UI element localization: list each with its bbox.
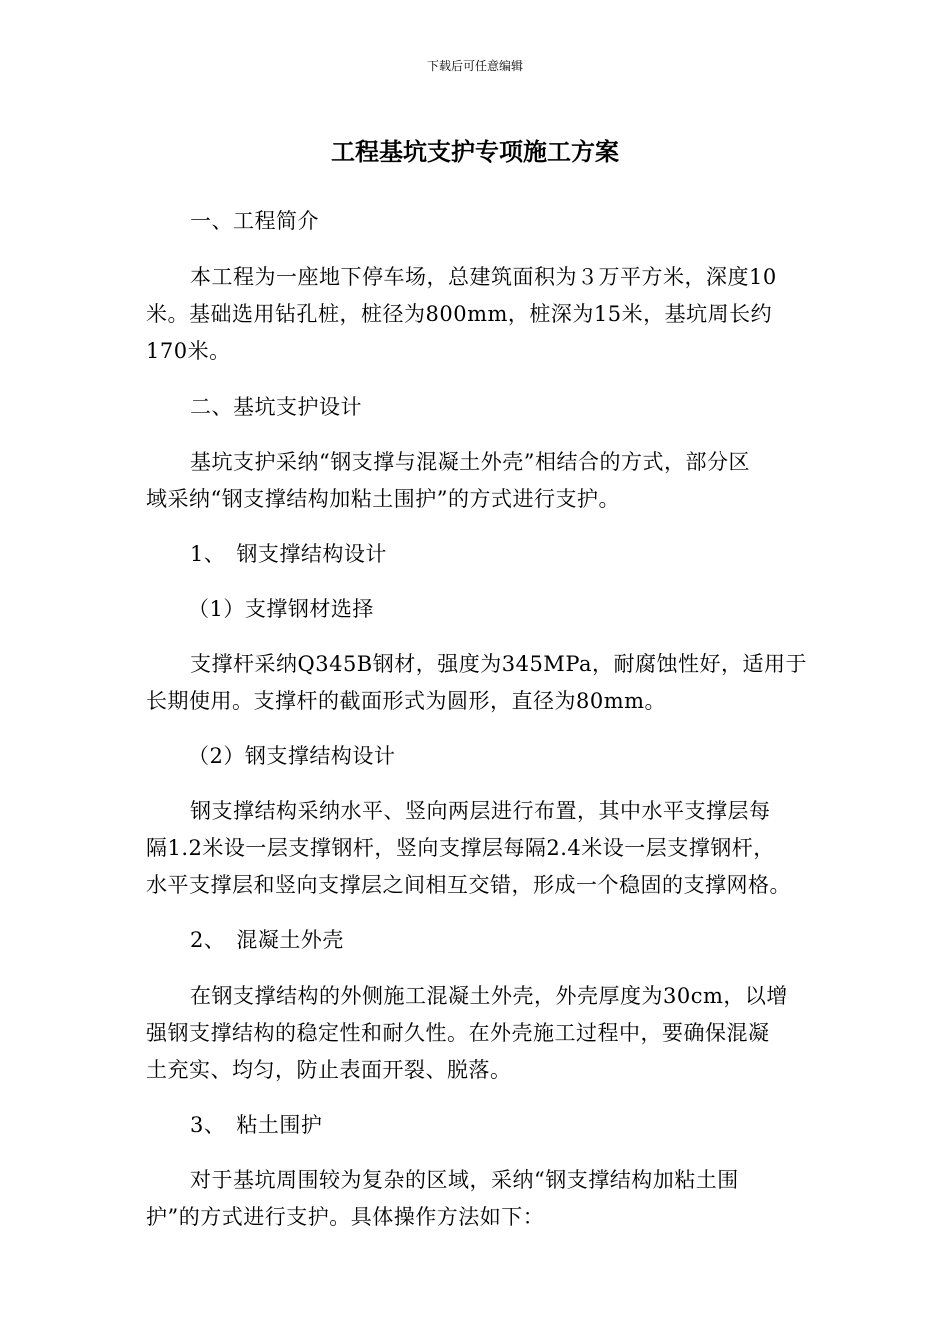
subsection-heading-concrete-shell: 2、 混凝土外壳 [190,928,344,952]
paragraph-line: 隔1.2米设一层支撑钢杆，竖向支撑层每隔2.4米设一层支撑钢杆， [146,836,775,860]
paragraph-line: 基坑支护采纳“钢支撑与混凝土外壳”相结合的方式，部分区 [190,450,750,474]
paragraph-line: 在钢支撑结构的外侧施工混凝土外壳，外壳厚度为30cm，以增 [190,984,788,1008]
subsection-heading-clay-retaining: 3、 粘土围护 [190,1113,323,1137]
document-title: 工程基坑支护专项施工方案 [331,138,619,166]
paragraph-line: 米。基础选用钻孔桩，桩径为800mm，桩深为15米，基坑周长约 [146,302,773,326]
paragraph-line: 长期使用。支撑杆的截面形式为圆形，直径为80mm。 [146,689,667,713]
section-heading-overview: 一、工程简介 [190,209,319,233]
paragraph-line: 钢支撑结构采纳水平、竖向两层进行布置，其中水平支撑层每 [190,799,771,823]
paragraph-line: 本工程为一座地下停车场，总建筑面积为３万平方米，深度10 [190,265,777,289]
item-heading-steel-structure: （2）钢支撑结构设计 [188,744,396,768]
paragraph-line: 对于基坑周围较为复杂的区域，采纳“钢支撑结构加粘土围 [190,1168,739,1192]
paragraph-line: 护”的方式进行支护。具体操作方法如下： [146,1205,545,1229]
paragraph-line: 水平支撑层和竖向支撑层之间相互交错，形成一个稳固的支撑网格。 [146,873,791,897]
item-heading-steel-selection: （1）支撑钢材选择 [188,597,374,621]
header-note: 下载后可任意编辑 [426,59,523,73]
paragraph-line: 土充实、均匀，防止表面开裂、脱落。 [146,1058,512,1082]
subsection-heading-steel-support: 1、 钢支撑结构设计 [190,542,387,566]
paragraph-line: 170米。 [146,339,231,363]
paragraph-line: 支撑杆采纳Q345B钢材，强度为345MPa，耐腐蚀性好，适用于 [190,652,808,676]
paragraph-line: 域采纳“钢支撑结构加粘土围护”的方式进行支护。 [146,487,620,511]
paragraph-line: 强钢支撑结构的稳定性和耐久性。在外壳施工过程中，要确保混凝 [146,1021,770,1045]
section-heading-support-design: 二、基坑支护设计 [190,395,362,419]
